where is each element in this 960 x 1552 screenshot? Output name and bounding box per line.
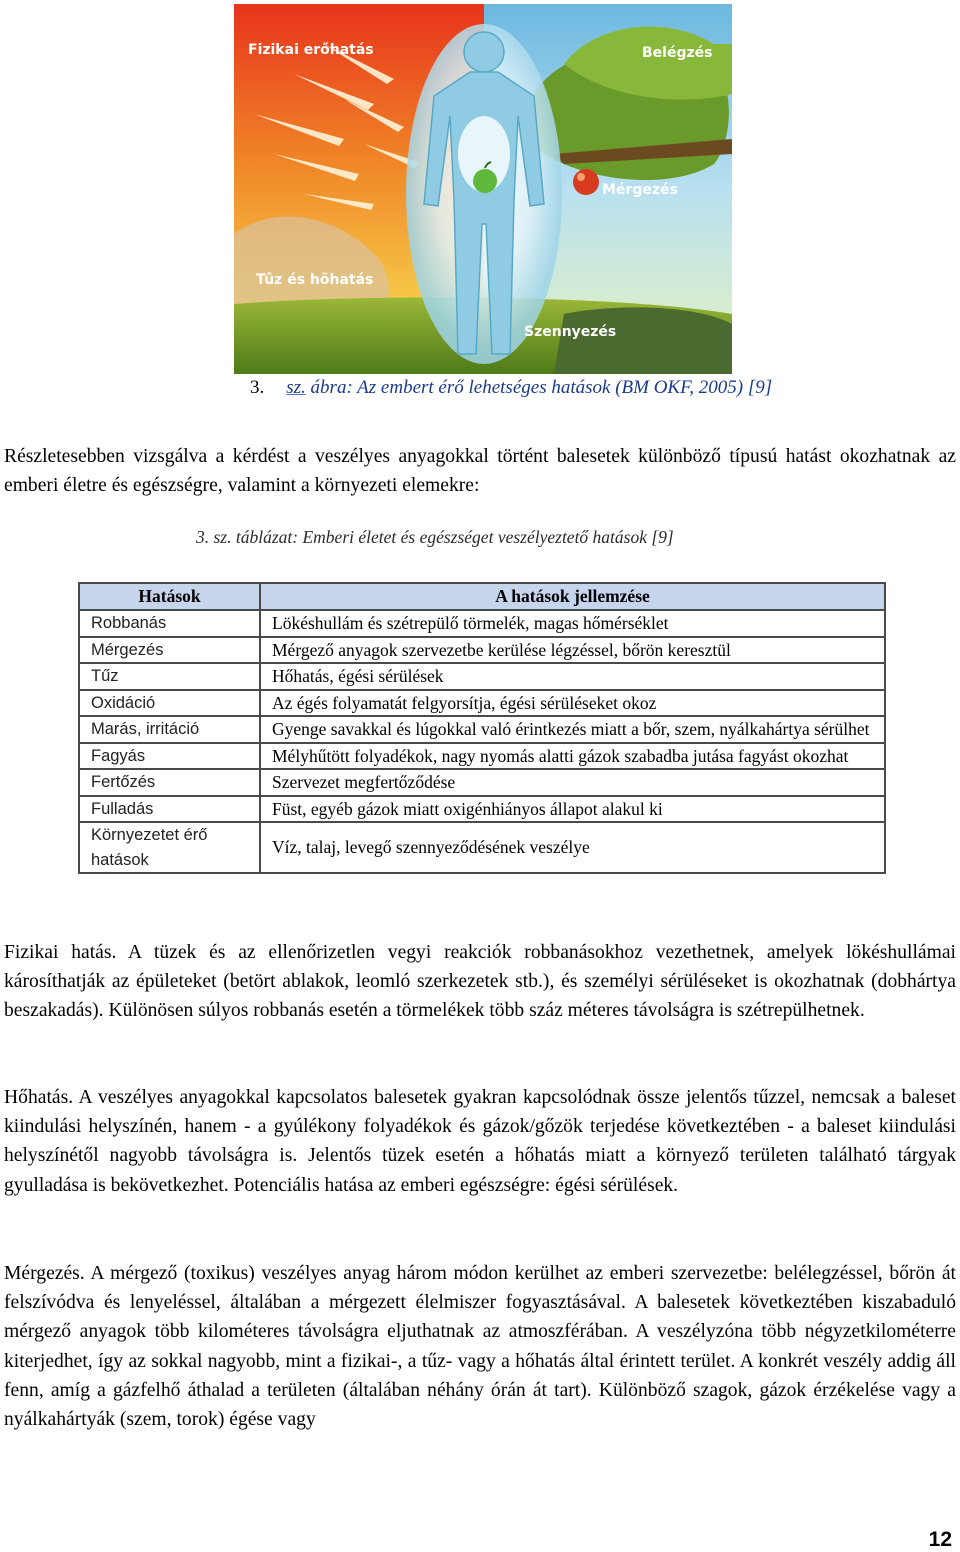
label-fire-heat: Tûz és hõhatás [256,272,374,288]
figure-caption-number: 3. [250,377,265,398]
description-cell: Az égés folyamatát felgyorsítja, égési sérüléseket okoz [260,690,885,717]
effect-cell: Marás, irritáció [79,716,260,743]
physical-effect-paragraph: Fizikai hatás. A tüzek és az ellenőrizetlen vegyi reakciók robbanásokhoz vezethetnek, amelyek lökéshullámai károsíthatják az épületeket (betört ablakok, leomló szerkezetek stb.), és személyi sérüléseket is okozhatnak (dobhártya beszakadás). Különösen súlyos robbanás esetén a törmelékek több száz méteres távolságra is szétrepülhetnek. [4,942,956,1022]
effect-cell: Robbanás [79,610,260,637]
table-row [79,610,885,637]
effect-cell: Fagyás [79,743,260,770]
poisoning-paragraph: Mérgezés. A mérgező (toxikus) veszélyes anyag három módon kerülhet az emberi szervezetbe: belélegzéssel, bőrön át felszívódva és lenyeléssel, általában a mérgezett élelmiszer fogyasztásával. A balesetek következtében kiszabaduló mérgező anyagok több kilométeres távolságra eljuthatnak az atmoszférában. A veszélyzóna több négyzetkilométerre kiterjedhet, így az sokkal nagyobb, mint a fizikai-, a tűz- vagy a hőhatás által érintett terület. A konkrét veszély addig áll fenn, amíg a gázfelhő áthalad a területen (általában néhány órán át tart). Különböző szagok, gázok érzékelése vagy a nyálkahártyák (szem, torok) égése vagy [4,1263,956,1431]
header-description: A hatások jellemzése [260,583,885,610]
page-number: 12 [928,1528,952,1551]
hazards-table [78,582,886,874]
figure-caption [250,377,772,399]
effect-cell: Oxidáció [79,690,260,717]
label-physical-force: Fizikai erőhatás [248,42,374,58]
effect-cell: Környezetet érő hatások [79,822,260,873]
description-cell: Lökéshullám és szétrepülő törmelék, magas hőmérséklet [260,610,885,637]
table-row [79,822,885,873]
effect-cell: Fertőzés [79,769,260,796]
description-cell: Víz, talaj, levegő szennyeződésének veszélye [260,822,885,873]
effect-cell: Mérgezés [79,637,260,664]
illustration-svg [234,4,732,374]
label-pollution: Szennyezés [524,324,617,340]
heat-effect-paragraph: Hőhatás. A veszélyes anyagokkal kapcsolatos balesetek gyakran kapcsolódnak össze jelentős tűzzel, nemcsak a baleset kiindulási helyszínén, hanem - a gyúlékony folyadékok és gázok/gőzök terjedése következtében - a baleset kiindulási helyszínétől nagyobb távolságra is. Jelentős tüzek esetén a hőhatás miatt a környező területen található tárgyak gyulladása is bekövetkezhet. Potenciális hatása az emberi egészségre: égési sérülések. [4,1087,956,1196]
effect-cell: Tűz [79,663,260,690]
intro-paragraph: Részletesebben vizsgálva a kérdést a veszélyes anyagokkal történt balesetek különböző típusú hatást okozhatnak az emberi életre és egészségre, valamint a környezeti elemekre: [4,446,956,496]
table-row [79,690,885,717]
table-row [79,769,885,796]
effect-cell: Fulladás [79,796,260,823]
header-effects: Hatások [79,583,260,610]
table-row [79,743,885,770]
figure-caption-prefix: sz. [286,377,306,398]
table-row [79,663,885,690]
figure-caption-text: ábra: Az embert érő lehetséges hatások (BM OKF, 2005) [9] [305,377,773,398]
description-cell: Mérgező anyagok szervezetbe kerülése légzéssel, bőrön keresztül [260,637,885,664]
table-caption: 3. sz. táblázat: Emberi életet és egészséget veszélyeztető hatások [9] [196,527,674,547]
table-header-row [79,583,885,610]
description-cell: Füst, egyéb gázok miatt oxigénhiányos állapot alakul ki [260,796,885,823]
table-row [79,716,885,743]
label-inhalation: Belégzés [642,45,713,61]
label-poisoning: Mérgezés [602,182,678,198]
description-cell: Hőhatás, égési sérülések [260,663,885,690]
hazards-illustration [234,4,732,374]
description-cell: Szervezet megfertőződése [260,769,885,796]
description-cell: Gyenge savakkal és lúgokkal való érintkezés miatt a bőr, szem, nyálkahártya sérülhet [260,716,885,743]
description-cell: Mélyhűtött folyadékok, nagy nyomás alatti gázok szabadba jutása fagyást okozhat [260,743,885,770]
table-row [79,637,885,664]
table-row [79,796,885,823]
